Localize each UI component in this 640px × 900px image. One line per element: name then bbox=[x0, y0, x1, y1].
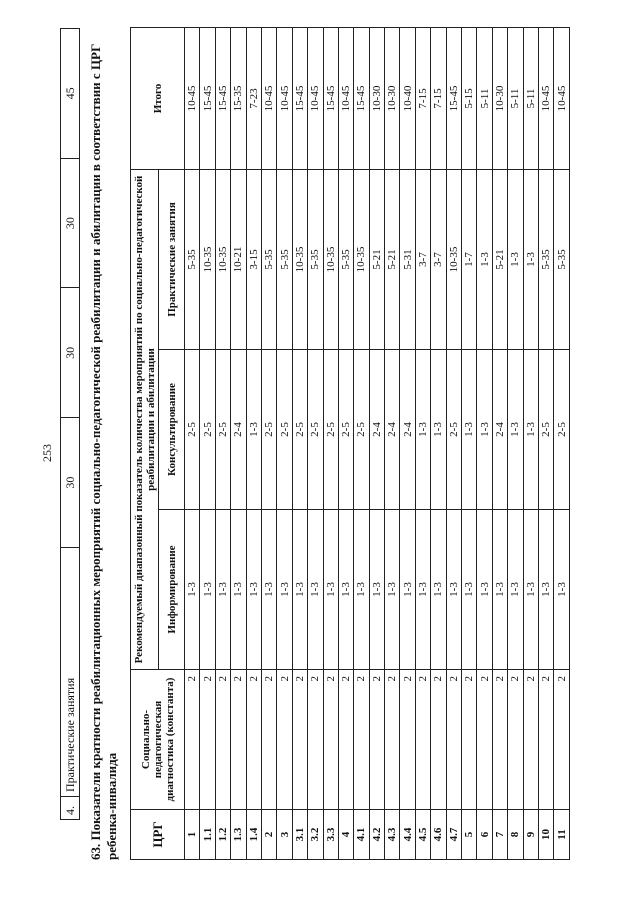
crg-cell: 1.4 bbox=[246, 810, 261, 860]
table-row bbox=[462, 28, 477, 860]
consulting-cell: 2-4 bbox=[231, 350, 246, 510]
consulting-cell: 2-5 bbox=[338, 350, 353, 510]
crg-cell: 3 bbox=[277, 810, 292, 860]
practice-cell: 5-35 bbox=[308, 170, 323, 350]
previous-table-fragment bbox=[60, 28, 80, 820]
crg-cell: 10 bbox=[538, 810, 553, 860]
practice-cell: 10-35 bbox=[354, 170, 369, 350]
diagnostics-cell: 2 bbox=[462, 670, 477, 810]
total-cell: 10-30 bbox=[492, 28, 507, 170]
informing-cell: 1-3 bbox=[431, 510, 446, 670]
header-practice: Практические занятия bbox=[159, 170, 185, 350]
table-row bbox=[308, 28, 323, 860]
total-cell: 7-15 bbox=[431, 28, 446, 170]
practice-cell: 5-31 bbox=[400, 170, 415, 350]
crg-cell: 1.3 bbox=[231, 810, 246, 860]
value-cell: 30 bbox=[61, 288, 80, 418]
practice-cell: 5-35 bbox=[185, 170, 200, 350]
consulting-cell: 2-5 bbox=[554, 350, 569, 510]
crg-cell: 4.4 bbox=[400, 810, 415, 860]
table-row bbox=[215, 28, 230, 860]
informing-cell: 1-3 bbox=[415, 510, 430, 670]
practice-cell: 3-15 bbox=[246, 170, 261, 350]
total-cell: 10-45 bbox=[538, 28, 553, 170]
consulting-cell: 2-4 bbox=[492, 350, 507, 510]
crg-cell: 4.2 bbox=[369, 810, 384, 860]
informing-cell: 1-3 bbox=[215, 510, 230, 670]
total-cell: 15-45 bbox=[200, 28, 215, 170]
total-cell: 5-11 bbox=[523, 28, 538, 170]
table-row bbox=[246, 28, 261, 860]
consulting-cell: 1-3 bbox=[246, 350, 261, 510]
crg-cell: 4.3 bbox=[385, 810, 400, 860]
crg-cell: 3.1 bbox=[292, 810, 307, 860]
diagnostics-cell: 2 bbox=[523, 670, 538, 810]
crg-cell: 9 bbox=[523, 810, 538, 860]
crg-cell: 4 bbox=[338, 810, 353, 860]
consulting-cell: 2-5 bbox=[446, 350, 461, 510]
total-cell: 15-45 bbox=[215, 28, 230, 170]
practice-cell: 1-3 bbox=[523, 170, 538, 350]
informing-cell: 1-3 bbox=[354, 510, 369, 670]
informing-cell: 1-3 bbox=[369, 510, 384, 670]
value-cell: 30 bbox=[61, 158, 80, 288]
practice-cell: 10-35 bbox=[446, 170, 461, 350]
header-group: Рекомендуемый диапазонный показатель количества мероприятий по социально-педагогической реабилитации и абилитации bbox=[131, 170, 159, 670]
table-row bbox=[523, 28, 538, 860]
section-heading: 63. Показатели кратности реабилитационных мероприятий социально-педагогической реабилитации и абилитации в соответствии с ЦРГ ребенка-инвалида bbox=[88, 43, 119, 860]
crg-cell: 4.5 bbox=[415, 810, 430, 860]
consulting-cell: 2-4 bbox=[369, 350, 384, 510]
diagnostics-cell: 2 bbox=[508, 670, 523, 810]
practice-cell: 10-35 bbox=[323, 170, 338, 350]
diagnostics-cell: 2 bbox=[308, 670, 323, 810]
table-row bbox=[231, 28, 246, 860]
practice-cell: 5-21 bbox=[385, 170, 400, 350]
diagnostics-cell: 2 bbox=[185, 670, 200, 810]
practice-cell: 5-35 bbox=[554, 170, 569, 350]
crg-cell: 4.7 bbox=[446, 810, 461, 860]
diagnostics-cell: 2 bbox=[446, 670, 461, 810]
table-row bbox=[492, 28, 507, 860]
consulting-cell: 1-3 bbox=[462, 350, 477, 510]
diagnostics-cell: 2 bbox=[231, 670, 246, 810]
practice-cell: 1-3 bbox=[477, 170, 492, 350]
crg-cell: 11 bbox=[554, 810, 569, 860]
page-number: 253 bbox=[40, 444, 54, 462]
total-cell: 5-11 bbox=[477, 28, 492, 170]
total-cell: 15-45 bbox=[292, 28, 307, 170]
informing-cell: 1-3 bbox=[477, 510, 492, 670]
crg-cell: 1 bbox=[185, 810, 200, 860]
informing-cell: 1-3 bbox=[323, 510, 338, 670]
consulting-cell: 2-5 bbox=[354, 350, 369, 510]
header-diagnostics: Социально-педагогическая диагностика (константа) bbox=[131, 670, 185, 810]
crg-cell: 6 bbox=[477, 810, 492, 860]
diagnostics-cell: 2 bbox=[277, 670, 292, 810]
total-cell: 10-40 bbox=[400, 28, 415, 170]
table-row bbox=[185, 28, 200, 860]
diagnostics-cell: 2 bbox=[369, 670, 384, 810]
diagnostics-cell: 2 bbox=[200, 670, 215, 810]
practice-cell: 10-35 bbox=[200, 170, 215, 350]
crg-cell: 1.2 bbox=[215, 810, 230, 860]
consulting-cell: 2-5 bbox=[185, 350, 200, 510]
header-consulting: Консультирование bbox=[159, 350, 185, 510]
total-cell: 10-45 bbox=[308, 28, 323, 170]
consulting-cell: 2-5 bbox=[292, 350, 307, 510]
consulting-cell: 2-4 bbox=[385, 350, 400, 510]
practice-cell: 5-21 bbox=[492, 170, 507, 350]
total-cell: 10-45 bbox=[185, 28, 200, 170]
consulting-cell: 2-4 bbox=[400, 350, 415, 510]
total-cell: 10-45 bbox=[277, 28, 292, 170]
practice-cell: 3-7 bbox=[431, 170, 446, 350]
informing-cell: 1-3 bbox=[338, 510, 353, 670]
practice-cell: 10-21 bbox=[231, 170, 246, 350]
informing-cell: 1-3 bbox=[462, 510, 477, 670]
practice-cell: 10-35 bbox=[215, 170, 230, 350]
practice-cell: 5-35 bbox=[261, 170, 276, 350]
practice-cell: 1-7 bbox=[462, 170, 477, 350]
table-row bbox=[292, 28, 307, 860]
total-cell: 10-45 bbox=[554, 28, 569, 170]
consulting-cell: 2-5 bbox=[538, 350, 553, 510]
crg-cell: 3.2 bbox=[308, 810, 323, 860]
header-crg: ЦРГ bbox=[131, 810, 185, 860]
total-cell: 10-45 bbox=[261, 28, 276, 170]
informing-cell: 1-3 bbox=[292, 510, 307, 670]
total-cell: 5-11 bbox=[508, 28, 523, 170]
crg-cell: 5 bbox=[462, 810, 477, 860]
consulting-cell: 1-3 bbox=[415, 350, 430, 510]
informing-cell: 1-3 bbox=[277, 510, 292, 670]
table-row bbox=[354, 28, 369, 860]
consulting-cell: 2-5 bbox=[308, 350, 323, 510]
table-row bbox=[385, 28, 400, 860]
rehabilitation-table bbox=[130, 27, 570, 860]
informing-cell: 1-3 bbox=[185, 510, 200, 670]
table-row bbox=[477, 28, 492, 860]
consulting-cell: 2-5 bbox=[323, 350, 338, 510]
header-total: Итого bbox=[131, 28, 185, 170]
diagnostics-cell: 2 bbox=[323, 670, 338, 810]
table-row bbox=[369, 28, 384, 860]
informing-cell: 1-3 bbox=[200, 510, 215, 670]
diagnostics-cell: 2 bbox=[400, 670, 415, 810]
table-row bbox=[508, 28, 523, 860]
diagnostics-cell: 2 bbox=[554, 670, 569, 810]
informing-cell: 1-3 bbox=[246, 510, 261, 670]
table-row bbox=[431, 28, 446, 860]
total-cell: 10-30 bbox=[385, 28, 400, 170]
practice-cell: 5-35 bbox=[338, 170, 353, 350]
total-cell: 10-30 bbox=[369, 28, 384, 170]
diagnostics-cell: 2 bbox=[431, 670, 446, 810]
table-row bbox=[400, 28, 415, 860]
crg-cell: 2 bbox=[261, 810, 276, 860]
row-name-cell: Практические занятия bbox=[61, 548, 80, 797]
consulting-cell: 1-3 bbox=[508, 350, 523, 510]
practice-cell: 5-21 bbox=[369, 170, 384, 350]
table-row bbox=[415, 28, 430, 860]
crg-cell: 4.1 bbox=[354, 810, 369, 860]
crg-cell: 4.6 bbox=[431, 810, 446, 860]
diagnostics-cell: 2 bbox=[215, 670, 230, 810]
table-row bbox=[538, 28, 553, 860]
informing-cell: 1-3 bbox=[231, 510, 246, 670]
table-row bbox=[261, 28, 276, 860]
value-cell: 30 bbox=[61, 418, 80, 548]
practice-cell: 5-35 bbox=[277, 170, 292, 350]
total-cell: 15-35 bbox=[231, 28, 246, 170]
informing-cell: 1-3 bbox=[400, 510, 415, 670]
informing-cell: 1-3 bbox=[446, 510, 461, 670]
informing-cell: 1-3 bbox=[385, 510, 400, 670]
table-row bbox=[323, 28, 338, 860]
crg-cell: 3.3 bbox=[323, 810, 338, 860]
total-cell: 7-23 bbox=[246, 28, 261, 170]
value-cell: 45 bbox=[61, 29, 80, 159]
header-row bbox=[131, 28, 159, 860]
total-cell: 15-45 bbox=[323, 28, 338, 170]
diagnostics-cell: 2 bbox=[492, 670, 507, 810]
header-informing: Информирование bbox=[159, 510, 185, 670]
informing-cell: 1-3 bbox=[554, 510, 569, 670]
table-row bbox=[277, 28, 292, 860]
table-row bbox=[554, 28, 569, 860]
diagnostics-cell: 2 bbox=[415, 670, 430, 810]
diagnostics-cell: 2 bbox=[354, 670, 369, 810]
diagnostics-cell: 2 bbox=[261, 670, 276, 810]
practice-cell: 3-7 bbox=[415, 170, 430, 350]
total-cell: 7-15 bbox=[415, 28, 430, 170]
crg-cell: 7 bbox=[492, 810, 507, 860]
consulting-cell: 2-5 bbox=[215, 350, 230, 510]
total-cell: 10-45 bbox=[338, 28, 353, 170]
total-cell: 15-45 bbox=[446, 28, 461, 170]
total-cell: 5-15 bbox=[462, 28, 477, 170]
informing-cell: 1-3 bbox=[523, 510, 538, 670]
consulting-cell: 1-3 bbox=[477, 350, 492, 510]
diagnostics-cell: 2 bbox=[246, 670, 261, 810]
informing-cell: 1-3 bbox=[538, 510, 553, 670]
row-number-cell: 4. bbox=[61, 797, 80, 820]
diagnostics-cell: 2 bbox=[292, 670, 307, 810]
practice-cell: 10-35 bbox=[292, 170, 307, 350]
consulting-cell: 2-5 bbox=[277, 350, 292, 510]
diagnostics-cell: 2 bbox=[385, 670, 400, 810]
diagnostics-cell: 2 bbox=[538, 670, 553, 810]
practice-cell: 1-3 bbox=[508, 170, 523, 350]
informing-cell: 1-3 bbox=[492, 510, 507, 670]
table-row bbox=[446, 28, 461, 860]
informing-cell: 1-3 bbox=[508, 510, 523, 670]
practice-cell: 5-35 bbox=[538, 170, 553, 350]
table-row bbox=[338, 28, 353, 860]
crg-cell: 8 bbox=[508, 810, 523, 860]
consulting-cell: 2-5 bbox=[200, 350, 215, 510]
consulting-cell: 1-3 bbox=[523, 350, 538, 510]
table-row bbox=[200, 28, 215, 860]
consulting-cell: 2-5 bbox=[261, 350, 276, 510]
diagnostics-cell: 2 bbox=[338, 670, 353, 810]
consulting-cell: 1-3 bbox=[431, 350, 446, 510]
table-row bbox=[61, 29, 80, 820]
crg-cell: 1.1 bbox=[200, 810, 215, 860]
informing-cell: 1-3 bbox=[308, 510, 323, 670]
diagnostics-cell: 2 bbox=[477, 670, 492, 810]
total-cell: 15-45 bbox=[354, 28, 369, 170]
informing-cell: 1-3 bbox=[261, 510, 276, 670]
